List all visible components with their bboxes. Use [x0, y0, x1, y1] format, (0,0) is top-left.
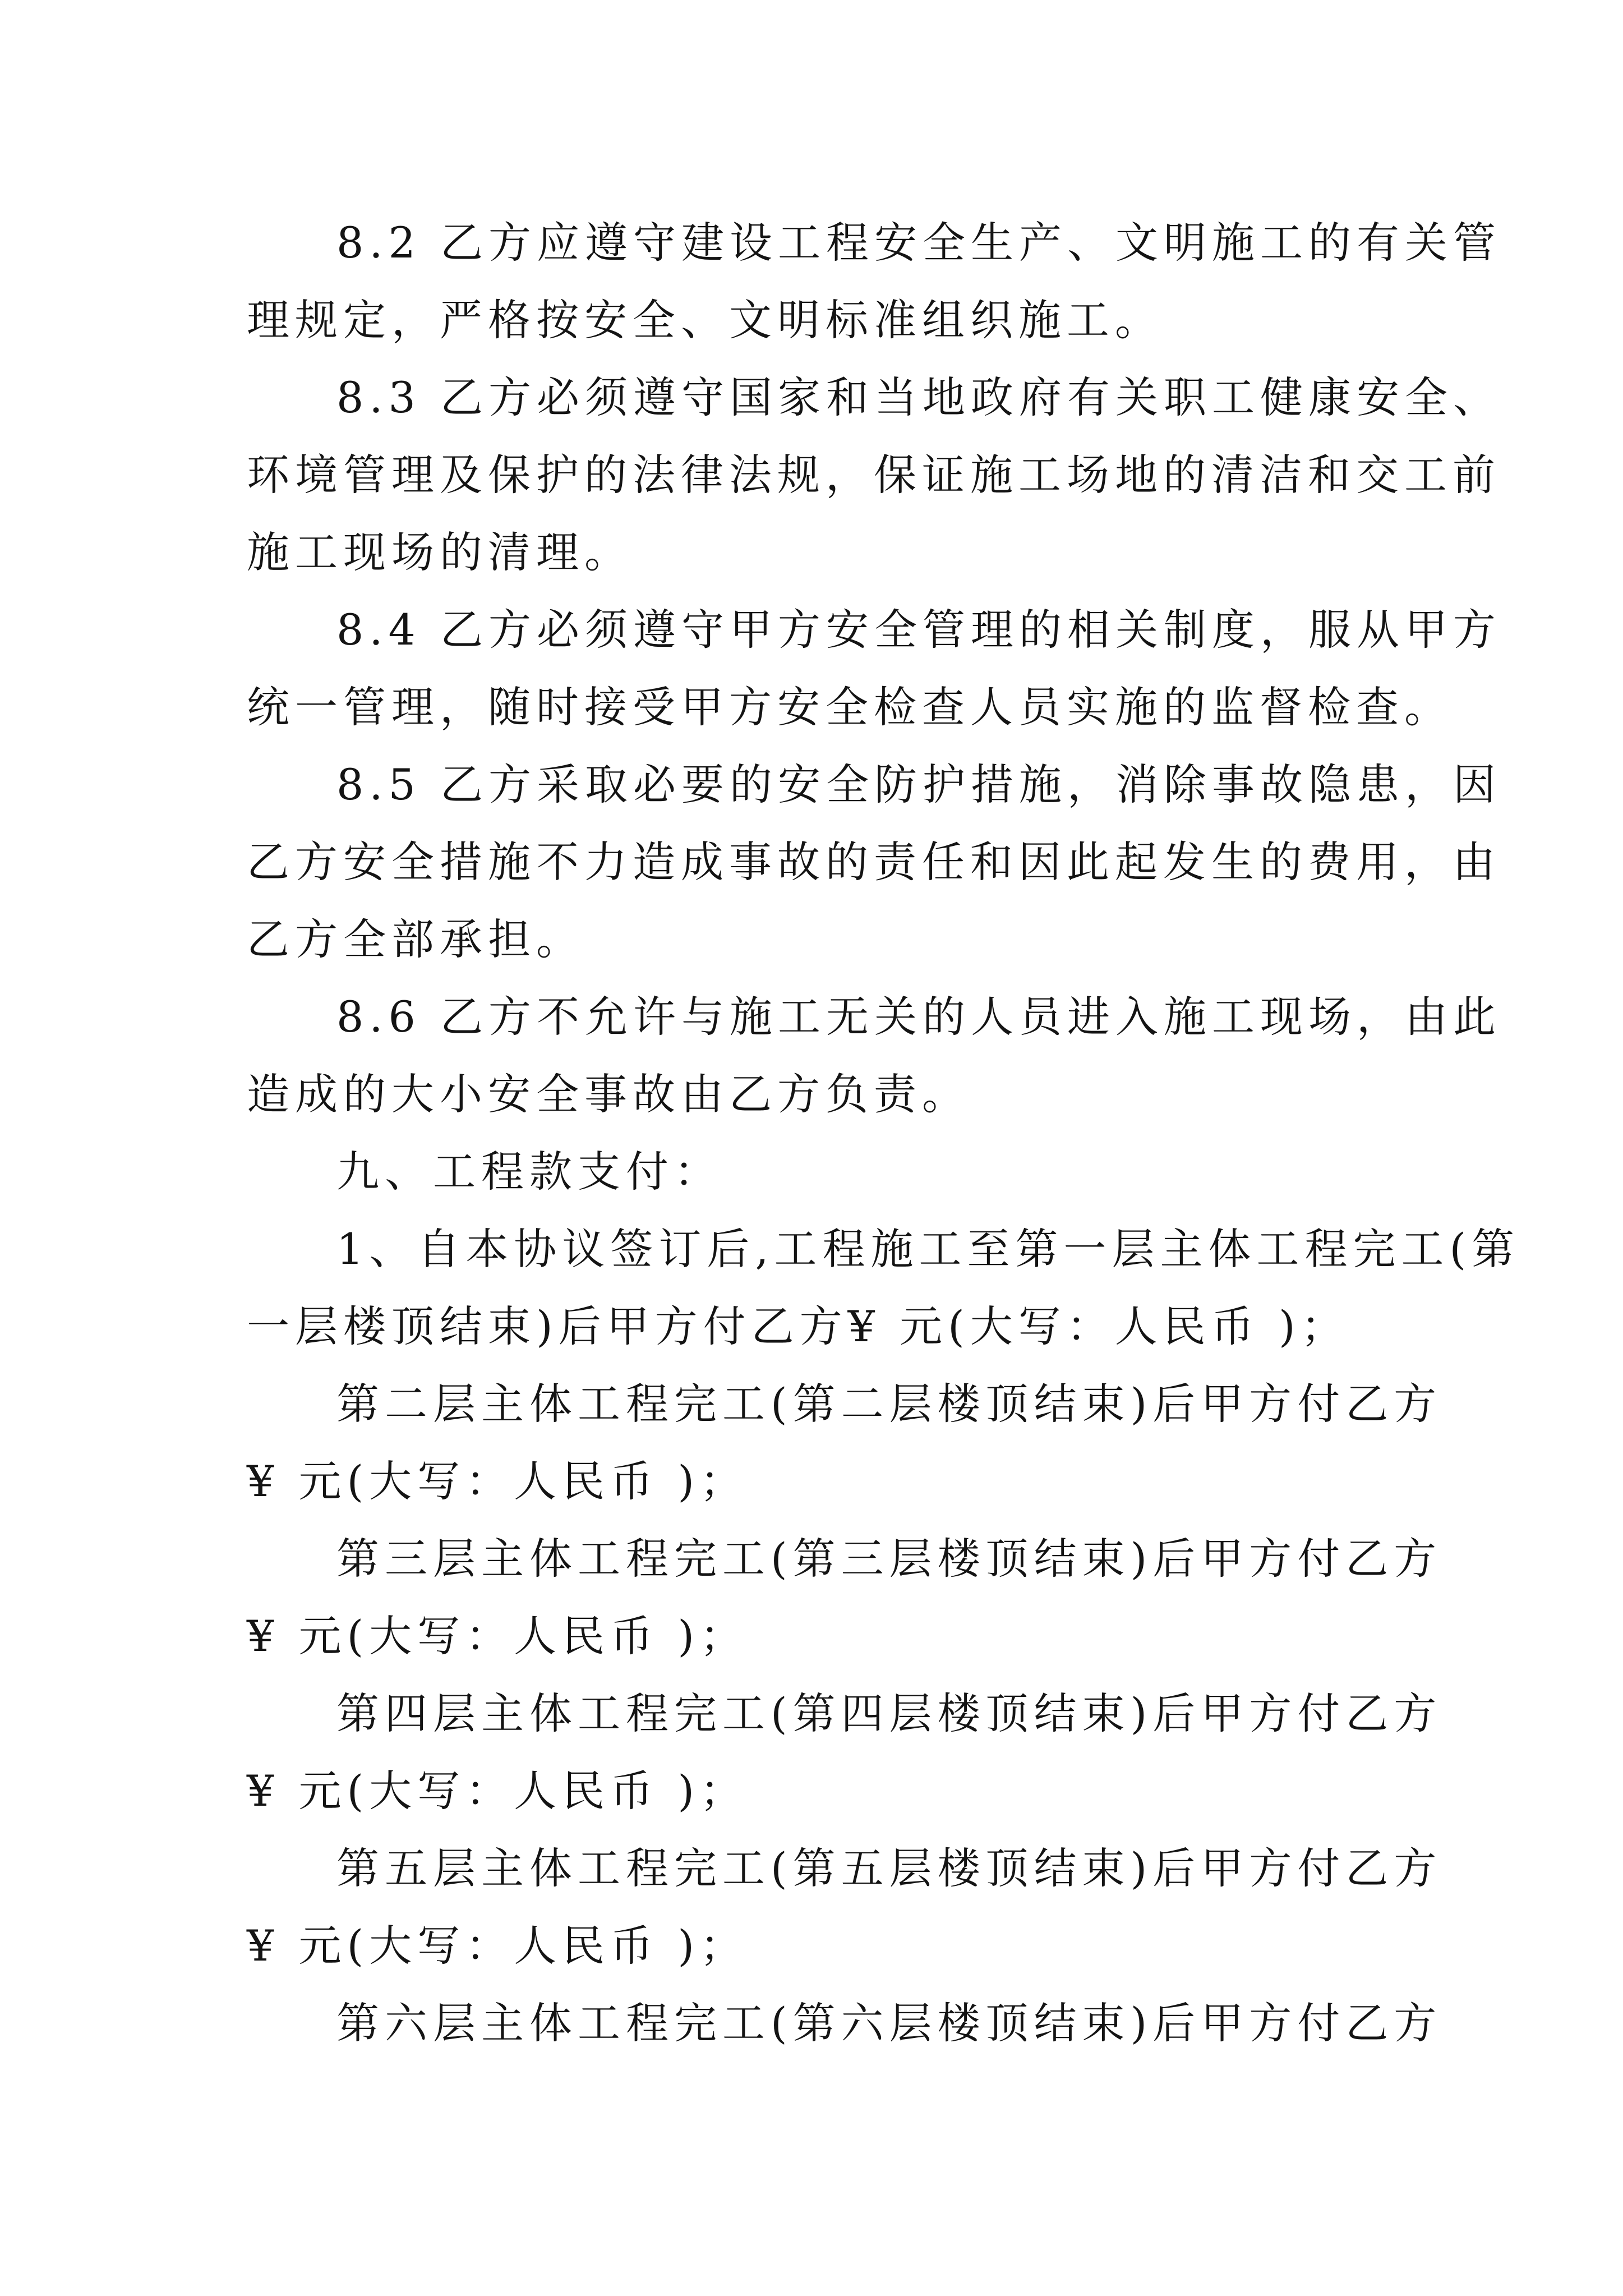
- payment-floor-5-line-1: 第五层主体工程完工(第五层楼顶结束)后甲方付乙方: [336, 1843, 1442, 1893]
- payment-floor-2-line-1: 第二层主体工程完工(第二层楼顶结束)后甲方付乙方: [336, 1379, 1442, 1429]
- paragraph-8-3-line-1: 8.3 乙方必须遵守国家和当地政府有关职工健康安全、: [336, 372, 1502, 422]
- payment-floor-3-line-1: 第三层主体工程完工(第三层楼顶结束)后甲方付乙方: [336, 1534, 1442, 1584]
- payment-floor-3-line-2: ¥ 元(大写：人民币 )；: [247, 1611, 748, 1661]
- payment-floor-5-line-2: ¥ 元(大写：人民币 )；: [247, 1921, 748, 1971]
- paragraph-8-2-line-2: 理规定，严格按安全、文明标准组织施工。: [247, 295, 1163, 345]
- payment-1-line-1: 1、自本协议签订后,工程施工至第一层主体工程完工(第: [336, 1224, 1520, 1274]
- paragraph-8-6-line-1: 8.6 乙方不允许与施工无关的人员进入施工现场，由此: [336, 992, 1502, 1042]
- paragraph-8-5-line-3: 乙方全部承担。: [247, 914, 584, 964]
- paragraph-8-5-line-2: 乙方安全措施不力造成事故的责任和因此起发生的费用，由: [247, 837, 1501, 887]
- payment-floor-4-line-1: 第四层主体工程完工(第四层楼顶结束)后甲方付乙方: [336, 1688, 1442, 1738]
- paragraph-8-4-line-2: 统一管理，随时接受甲方安全检查人员实施的监督检查。: [247, 682, 1453, 732]
- paragraph-8-2-line-1: 8.2 乙方应遵守建设工程安全生产、文明施工的有关管: [336, 218, 1502, 268]
- section-9-heading: 九、工程款支付：: [336, 1147, 722, 1197]
- paragraph-8-6-line-2: 造成的大小安全事故由乙方负责。: [247, 1069, 970, 1119]
- paragraph-8-3-line-3: 施工现场的清理。: [247, 527, 633, 577]
- paragraph-8-4-line-1: 8.4 乙方必须遵守甲方安全管理的相关制度，服从甲方: [336, 605, 1502, 655]
- payment-floor-2-line-2: ¥ 元(大写：人民币 )；: [247, 1456, 748, 1506]
- paragraph-8-5-line-1: 8.5 乙方采取必要的安全防护措施，消除事故隐患，因: [336, 760, 1502, 809]
- paragraph-8-3-line-2: 环境管理及保护的法律法规，保证施工场地的清洁和交工前: [247, 450, 1501, 500]
- payment-1-line-2: 一层楼顶结束)后甲方付乙方¥ 元(大写：人民币 )；: [247, 1301, 1349, 1351]
- payment-floor-4-line-2: ¥ 元(大写：人民币 )；: [247, 1766, 748, 1816]
- payment-floor-6-line-1: 第六层主体工程完工(第六层楼顶结束)后甲方付乙方: [336, 1998, 1442, 2048]
